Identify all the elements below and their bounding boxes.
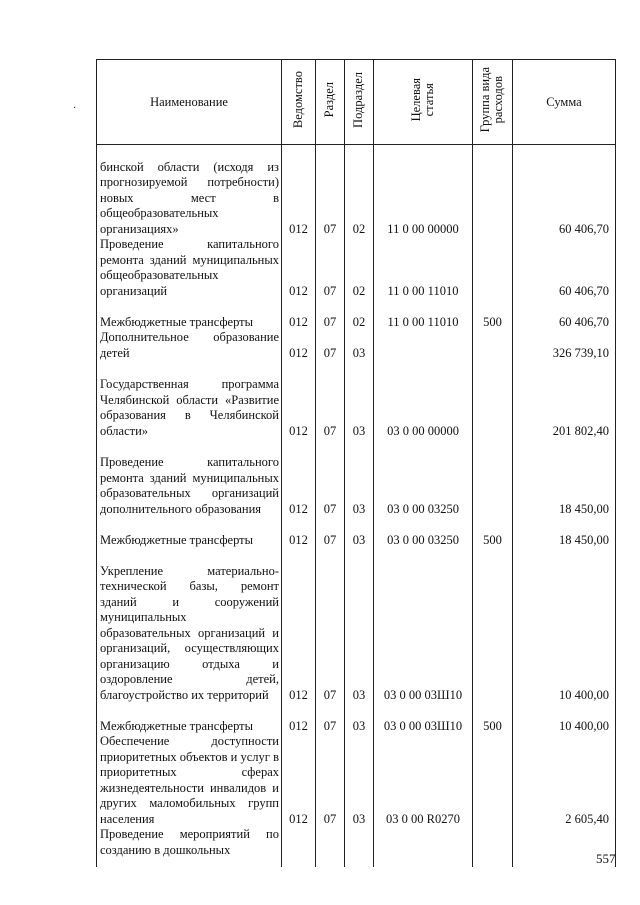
row-podrazdel-cell: 03 <box>345 439 374 517</box>
row-summa-cell: 201 802,40 <box>513 361 616 439</box>
page-number: 557 <box>596 851 616 866</box>
header-ved <box>282 60 316 145</box>
table-header-row <box>97 60 616 145</box>
row-razdel-cell: 07 <box>316 703 345 734</box>
table-row <box>97 703 616 734</box>
budget-table <box>96 59 616 867</box>
row-name-cell: Межбюджетные трансферты <box>97 299 282 330</box>
margin-mark: · <box>73 103 77 114</box>
row-name-cell: Проведение капитального ремонта зданий муниципальных образовательных организаций дополнительного образования <box>97 439 282 517</box>
row-summa-cell: 60 406,70 <box>513 237 616 299</box>
row-celevaya-cell <box>374 827 473 867</box>
row-celevaya-cell: 03 0 00 03250 <box>374 517 473 548</box>
row-name-cell: Дополнительное образование детей <box>97 330 282 361</box>
row-gruppa-cell <box>473 827 513 867</box>
table-row <box>97 734 616 827</box>
header-podrazdel-text: Подраздел <box>351 72 366 128</box>
row-summa-cell: 326 739,10 <box>513 330 616 361</box>
row-razdel-cell: 07 <box>316 361 345 439</box>
row-gruppa-cell: 500 <box>473 517 513 548</box>
row-razdel-cell: 07 <box>316 145 345 238</box>
row-celevaya-cell: 03 0 00 R0270 <box>374 734 473 827</box>
row-celevaya-cell: 11 0 00 00000 <box>374 145 473 238</box>
row-name-cell: Обеспечение доступности приоритетных объектов и услуг в приоритетных сферах жизнедеятельности инвалидов и других маломобильных групп населения <box>97 734 282 827</box>
row-summa-cell: 10 400,00 <box>513 703 616 734</box>
row-podrazdel-cell: 03 <box>345 703 374 734</box>
row-gruppa-cell <box>473 548 513 703</box>
header-podrazdel <box>345 60 374 145</box>
row-ved-cell: 012 <box>282 361 316 439</box>
row-razdel-cell: 07 <box>316 439 345 517</box>
header-gruppa <box>473 60 513 145</box>
row-name-cell: Проведение капитального ремонта зданий муниципальных общеобразовательных организаций <box>97 237 282 299</box>
row-name-cell: Государственная программа Челябинской области «Развитие образования в Челябинской области» <box>97 361 282 439</box>
table-row <box>97 517 616 548</box>
row-razdel-cell: 07 <box>316 548 345 703</box>
row-ved-cell: 012 <box>282 439 316 517</box>
row-podrazdel-cell: 02 <box>345 299 374 330</box>
row-ved-cell <box>282 827 316 867</box>
row-celevaya-cell <box>374 330 473 361</box>
row-podrazdel-cell: 03 <box>345 361 374 439</box>
row-podrazdel-cell: 03 <box>345 734 374 827</box>
row-summa-cell: 18 450,00 <box>513 439 616 517</box>
row-gruppa-cell <box>473 330 513 361</box>
row-podrazdel-cell: 03 <box>345 517 374 548</box>
row-ved-cell: 012 <box>282 734 316 827</box>
row-name-cell: Межбюджетные трансферты <box>97 703 282 734</box>
row-summa-cell: 2 605,40 <box>513 734 616 827</box>
row-celevaya-cell: 03 0 00 03Ш10 <box>374 548 473 703</box>
row-ved-cell: 012 <box>282 548 316 703</box>
row-summa-cell: 60 406,70 <box>513 145 616 238</box>
row-gruppa-cell: 500 <box>473 299 513 330</box>
row-razdel-cell: 07 <box>316 734 345 827</box>
header-summa-text: Сумма <box>546 94 582 109</box>
row-ved-cell: 012 <box>282 237 316 299</box>
table-row <box>97 361 616 439</box>
row-gruppa-cell <box>473 237 513 299</box>
header-gruppa-line1: Группа вида <box>478 67 493 133</box>
row-podrazdel-cell: 02 <box>345 237 374 299</box>
header-celevaya-line2: статья <box>422 83 436 117</box>
table-row <box>97 145 616 238</box>
row-celevaya-cell: 11 0 00 11010 <box>374 299 473 330</box>
row-celevaya-cell: 03 0 00 03Ш10 <box>374 703 473 734</box>
header-gruppa-line2: расходов <box>491 76 506 124</box>
row-gruppa-cell <box>473 734 513 827</box>
header-celevaya-line1: Целевая <box>408 78 423 122</box>
row-ved-cell: 012 <box>282 299 316 330</box>
header-razdel <box>316 60 345 145</box>
table-row <box>97 330 616 361</box>
row-name-cell: Межбюджетные трансферты <box>97 517 282 548</box>
row-ved-cell: 012 <box>282 517 316 548</box>
row-razdel-cell: 07 <box>316 330 345 361</box>
row-celevaya-cell: 11 0 00 11010 <box>374 237 473 299</box>
row-summa-cell: 60 406,70 <box>513 299 616 330</box>
header-gruppa-text <box>479 67 505 132</box>
header-summa <box>513 60 616 145</box>
table-row <box>97 827 616 867</box>
header-ved-text: Ведомство <box>290 71 305 129</box>
row-summa-cell: 10 400,00 <box>513 548 616 703</box>
row-razdel-cell <box>316 827 345 867</box>
row-ved-cell: 012 <box>282 145 316 238</box>
row-celevaya-cell: 03 0 00 00000 <box>374 361 473 439</box>
table-row <box>97 299 616 330</box>
row-podrazdel-cell <box>345 827 374 867</box>
table-row <box>97 548 616 703</box>
header-name-text: Наименование <box>150 94 228 109</box>
header-celevaya <box>374 60 473 145</box>
row-name-cell: бинской области (исходя из прогнозируемой потребности) новых мест в общеобразовательных организациях» <box>97 145 282 238</box>
table-row <box>97 439 616 517</box>
row-ved-cell: 012 <box>282 703 316 734</box>
row-gruppa-cell <box>473 361 513 439</box>
header-celevaya-text <box>410 78 436 121</box>
row-name-cell: Укрепление материально-технической базы, ремонт зданий и сооружений муниципальных образовательных организаций и организаций, осуществляющих организацию отдыха и оздоровление детей, благоустройство их территорий <box>97 548 282 703</box>
row-podrazdel-cell: 02 <box>345 145 374 238</box>
row-celevaya-cell: 03 0 00 03250 <box>374 439 473 517</box>
row-gruppa-cell: 500 <box>473 703 513 734</box>
row-gruppa-cell <box>473 439 513 517</box>
header-razdel-text: Раздел <box>322 82 337 118</box>
row-podrazdel-cell: 03 <box>345 548 374 703</box>
row-razdel-cell: 07 <box>316 517 345 548</box>
row-name-cell: Проведение мероприятий по созданию в дошкольных <box>97 827 282 867</box>
row-summa-cell: 18 450,00 <box>513 517 616 548</box>
table-row <box>97 237 616 299</box>
row-ved-cell: 012 <box>282 330 316 361</box>
row-razdel-cell: 07 <box>316 299 345 330</box>
row-gruppa-cell <box>473 145 513 238</box>
row-razdel-cell: 07 <box>316 237 345 299</box>
header-name <box>97 60 282 145</box>
row-podrazdel-cell: 03 <box>345 330 374 361</box>
